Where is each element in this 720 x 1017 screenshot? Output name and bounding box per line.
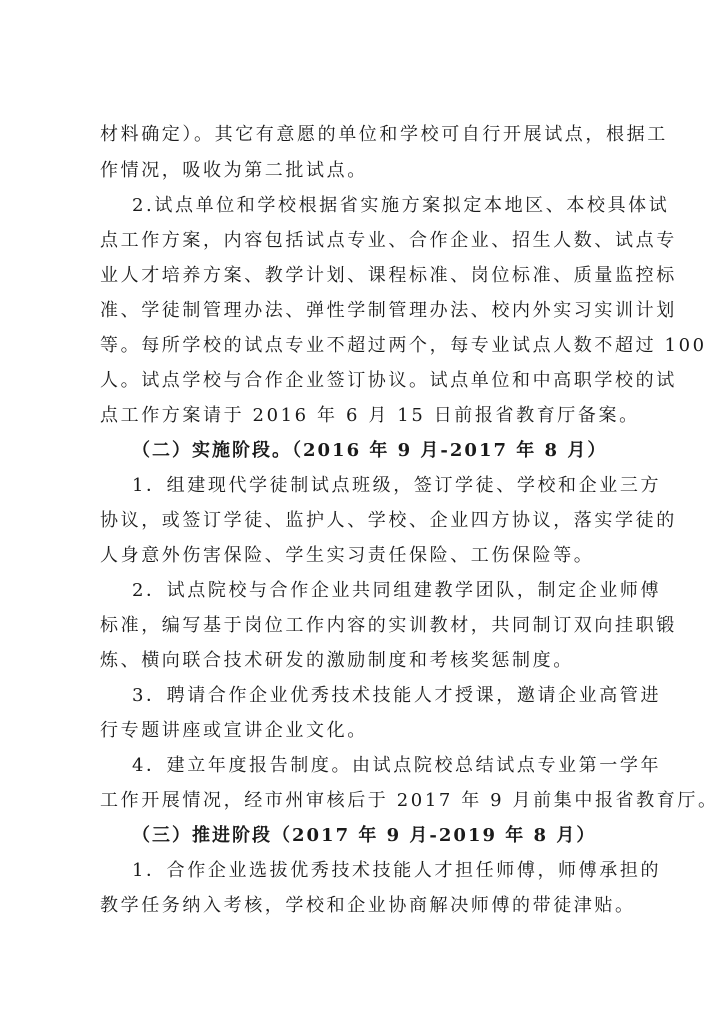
section-heading: （三）推进阶段（2017 年 9 月-2019 年 8 月） [132, 825, 597, 846]
paragraph-line: 工作开展情况，经市州审核后于 2017 年 9 月前集中报省教育厅。 [100, 790, 719, 811]
paragraph-line: 等。每所学校的试点专业不超过两个，每专业试点人数不超过 100 [100, 335, 707, 356]
paragraph-line: 点工作方案请于 2016 年 6 月 15 日前报省教育厅备案。 [100, 405, 640, 426]
paragraph-line: 教学任务纳入考核，学校和企业协商解决师傅的带徒津贴。 [100, 895, 636, 916]
paragraph-line: 1．合作企业选拔优秀技术技能人才担任师傅，师傅承担的 [132, 860, 662, 881]
paragraph-line: 4．建立年度报告制度。由试点院校总结试点专业第一学年 [132, 755, 662, 776]
section-heading: （二）实施阶段。（2016 年 9 月-2017 年 8 月） [132, 440, 608, 461]
paragraph-line: 协议，或签订学徒、监护人、学校、企业四方协议，落实学徒的 [100, 510, 677, 531]
paragraph-line: 1．组建现代学徒制试点班级，签订学徒、学校和企业三方 [132, 475, 662, 496]
paragraph-line: 人身意外伤害保险、学生实习责任保险、工伤保险等。 [100, 545, 595, 566]
paragraph-line: 点工作方案，内容包括试点专业、合作企业、招生人数、试点专 [100, 230, 677, 251]
paragraph-line: 业人才培养方案、教学计划、课程标准、岗位标准、质量监控标 [100, 265, 677, 286]
paragraph-line: 标准，编写基于岗位工作内容的实训教材，共同制订双向挂职锻 [100, 615, 677, 636]
paragraph-line: 3．聘请合作企业优秀技术技能人才授课，邀请企业高管进 [132, 685, 662, 706]
paragraph-line: 人。试点学校与合作企业签订协议。试点单位和中高职学校的试 [100, 370, 677, 391]
paragraph-line: 作情况，吸收为第二批试点。 [100, 160, 368, 181]
paragraph-line: 2．试点院校与合作企业共同组建教学团队，制定企业师傅 [132, 580, 662, 601]
paragraph-line: 炼、横向联合技术研发的激励制度和考核奖惩制度。 [100, 650, 574, 671]
paragraph-line: 2.试点单位和学校根据省实施方案拟定本地区、本校具体试 [132, 195, 670, 216]
paragraph-line: 准、学徒制管理办法、弹性学制管理办法、校内外实习实训计划 [100, 300, 677, 321]
paragraph-line: 材料确定）。其它有意愿的单位和学校可自行开展试点，根据工 [100, 124, 668, 145]
paragraph-line: 行专题讲座或宣讲企业文化。 [100, 720, 368, 741]
